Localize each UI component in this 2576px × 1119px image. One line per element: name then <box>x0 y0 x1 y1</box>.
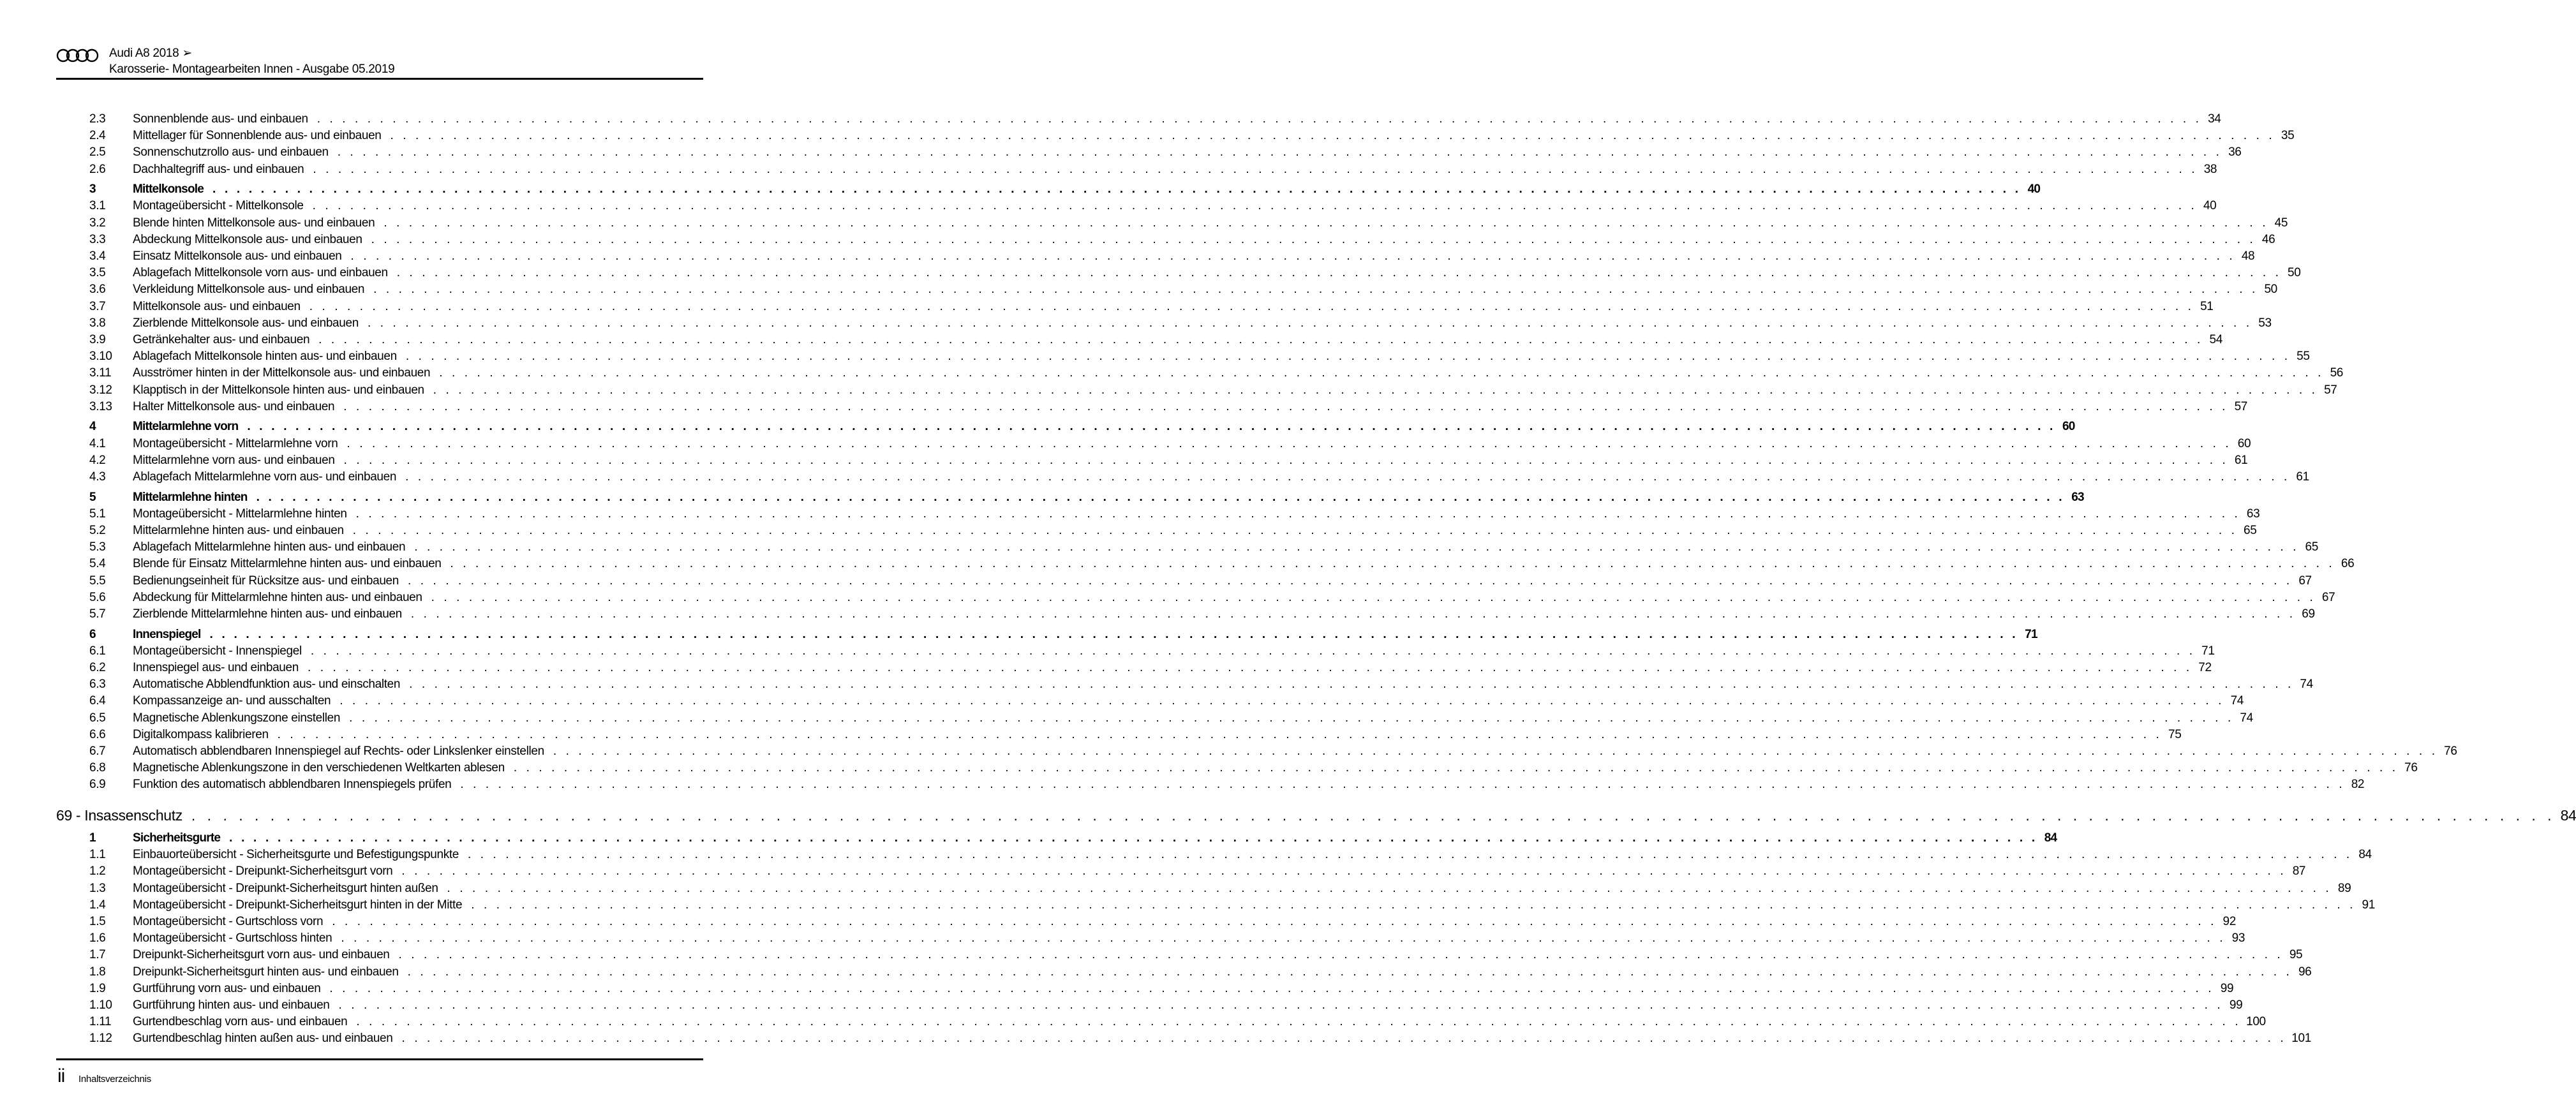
toc-number: 5.7 <box>89 607 106 621</box>
toc-leader-dots: . . . . . . . . . . . . . . . . . . . . . . . . . . . . . . . . . . . . . . . . . . . . . . . . . . . . . . . . . . . . . . . . . . . . . . . . . . . . . . . . . . . . . . . . . . . . . . . . . . . . . . . . . . . . . . . . . . . . . . . . . . . . . . . . . . . . . . . . . . . . . . . . . . . . . . <box>341 931 2226 945</box>
toc-leader-dots: . . . . . . . . . . . . . . . . . . . . . . . . . . . . . . . . . . . . . . . . . . . . . . . . . . . . . . . . . . . . . . . . . . . . . . . . . . . . . . . . . . . . . . . . . . . . . . . . . . . . . . . . . . . . . . . . . . . . . . . . . . . . . . . . . . . . . . . . . . . . . . . . . . . . . . <box>329 981 2215 995</box>
toc-entry-row[interactable] <box>56 744 2457 761</box>
toc-entry-row[interactable] <box>56 644 2215 661</box>
toc-leader-dots: . . . . . . . . . . . . . . . . . . . . . . . . . . . . . . . . . . . . . . . . . . . . . . . . . . . . . . . . . . . . . . . . . . . . . . . . . . . . . . . . . . . . . . . . . . . . . . . . . . . . . . . . . . . . . . . . . . . . . . . . . . . . . . . . . . . . . . . . . . . . . . . . . . . . . . <box>339 694 2225 708</box>
toc-entry-row[interactable] <box>56 216 2288 233</box>
toc-leader-dots: . . . . . . . . . . . . . . . . . . . . . . . . . . . . . . . . . . . . . . . . . . . . . . . . . . . . . . . . . . . . . . . . . . . . . . . . . . . . . . . . . . . . . . . . . . . . . . . . . . . . . . . . . . . . . . . . . . . . . . . . . . . . . . . . . . . . . . . . . . . . . . . . . . . . . . <box>355 507 2241 521</box>
toc-title: Montageübersicht - Mittelarmlehne hinten <box>133 507 347 521</box>
toc-number: 3.4 <box>89 249 106 263</box>
toc-page-number: 87 <box>2292 864 2306 878</box>
toc-page-number: 95 <box>2289 948 2303 962</box>
toc-title: Ablagefach Mittelarmlehne vorn aus- und einbauen <box>133 470 397 484</box>
toc-entry-row[interactable] <box>56 350 2310 366</box>
toc-leader-dots: . . . . . . . . . . . . . . . . . . . . . . . . . . . . . . . . . . . . . . . . . . . . . . . . . . . . . . . . . . . . . . . . . . . . . . . . . . . . . . . . . . . . . . . . . . . . . . . . . . . . . . . . . . . . . . . . . . . . . . . . . . . . . . . . . . . . . . . . . . . . . . . . . . . . . . <box>350 249 2236 263</box>
toc-number: 3.6 <box>89 283 106 297</box>
toc-title: Sonnenschutzrollo aus- und einbauen <box>133 145 329 159</box>
toc-entry-row[interactable] <box>56 112 2221 129</box>
toc-title: Zierblende Mittelkonsole aus- und einbauen <box>133 316 359 330</box>
toc-entry-row[interactable] <box>56 524 2257 540</box>
toc-entry-row[interactable] <box>56 1032 2311 1048</box>
toc-leader-dots: . . . . . . . . . . . . . . . . . . . . . . . . . . . . . . . . . . . . . . . . . . . . . . . . . . . . . . . . . . . . . . . . . . . . . . . . . . . . . . . . . . . . . . . . . . . . . . . . . . . . . . . . . . . . . . . . . . . . . . . . . . . . . . . . . . . . . . . . . . . . . . . . . . . . . . <box>390 129 2275 143</box>
toc-number: 1.10 <box>89 998 112 1012</box>
toc-title: Abdeckung Mittelkonsole aus- und einbauen <box>133 232 362 246</box>
toc-page-number: 100 <box>2246 1015 2266 1029</box>
toc-number: 1.12 <box>89 1032 112 1046</box>
toc-title: Montageübersicht - Dreipunkt-Sicherheitsgurt vorn <box>133 864 393 878</box>
toc-entry-row[interactable] <box>56 914 2236 931</box>
toc-title: 69 - Insassenschutz <box>56 806 182 824</box>
toc-entry-row[interactable] <box>56 399 2247 417</box>
toc-title: Einsatz Mittelkonsole aus- und einbauen <box>133 249 342 263</box>
toc-leader-dots: . . . . . . . . . . . . . . . . . . . . . . . . . . . . . . . . . . . . . . . . . . . . . . . . . . . . . . . . . . . . . . . . . . . . . . . . . . . . . . . . . . . . . . . . . . . . . . . . . . . . . . . . . . . . . . . . . . . . . . . . . . . . . . . . . . . . . . . . . . . . . . . . . . . . . . <box>247 420 2056 434</box>
toc-title: Automatische Abblendfunktion aus- und einschalten <box>133 678 401 692</box>
toc-number: 3.1 <box>89 199 106 213</box>
toc-number: 1.1 <box>89 848 106 862</box>
toc-leader-dots: . . . . . . . . . . . . . . . . . . . . . . . . . . . . . . . . . . . . . . . . . . . . . . . . . . . . . . . . . . . . . . . . . . . . . . . . . . . . . . . . . . . . . . . . . . . . . . . . . . . . . . . . . . . . . . . . . . . . . . . . . . . . . . . . . . . . . . . . . . . . . . . . . . . . . . <box>191 806 2556 824</box>
toc-title: Ausströmer hinten in der Mittelkonsole aus- und einbauen <box>133 366 431 380</box>
toc-title: Mittelarmlehne hinten <box>133 490 248 504</box>
toc-chapter-row[interactable] <box>56 182 2041 199</box>
toc-entry-row[interactable] <box>56 778 2365 794</box>
audi-rings-icon <box>56 48 101 63</box>
toc-page-number: 84 <box>2044 831 2057 845</box>
toc-page-number: 40 <box>2027 182 2041 196</box>
toc-leader-dots: . . . . . . . . . . . . . . . . . . . . . . . . . . . . . . . . . . . . . . . . . . . . . . . . . . . . . . . . . . . . . . . . . . . . . . . . . . . . . . . . . . . . . . . . . . . . . . . . . . . . . . . . . . . . . . . . . . . . . . . . . . . . . . . . . . . . . . . . . . . . . . . . . . . . . . <box>338 998 2224 1012</box>
toc-page-number: 74 <box>2300 678 2313 692</box>
toc-leader-dots: . . . . . . . . . . . . . . . . . . . . . . . . . . . . . . . . . . . . . . . . . . . . . . . . . . . . . . . . . . . . . . . . . . . . . . . . . . . . . . . . . . . . . . . . . . . . . . . . . . . . . . . . . . . . . . . . . . . . . . . . . . . . . . . . . . . . . . . . . . . . . . . . . . . . . . <box>307 661 2193 674</box>
toc-page-number: 76 <box>2404 761 2418 775</box>
footer-label: Inhaltsverzeichnis <box>78 1074 151 1085</box>
toc-title: Mittelkonsole <box>133 182 204 196</box>
toc-page-number: 54 <box>2209 332 2222 346</box>
toc-entry-row[interactable] <box>56 232 2275 249</box>
toc-number: 5.2 <box>89 524 106 537</box>
toc-page-number: 40 <box>2203 199 2217 213</box>
toc-leader-dots: . . . . . . . . . . . . . . . . . . . . . . . . . . . . . . . . . . . . . . . . . . . . . . . . . . . . . . . . . . . . . . . . . . . . . . . . . . . . . . . . . . . . . . . . . . . . . . . . . . . . . . . . . . . . . . . . . . . . . . . . . . . . . . . . . . . . . . . . . . . . . . . . . . . . . . <box>407 574 2293 588</box>
toc-leader-dots: . . . . . . . . . . . . . . . . . . . . . . . . . . . . . . . . . . . . . . . . . . . . . . . . . . . . . . . . . . . . . . . . . . . . . . . . . . . . . . . . . . . . . . . . . . . . . . . . . . . . . . . . . . . . . . . . . . . . . . . . . . . . . . . . . . . . . . . . . . . . . . . . . . . . . . <box>343 399 2228 413</box>
toc-number: 6.4 <box>89 694 106 708</box>
toc-number: 1.8 <box>89 965 106 979</box>
header-divider <box>56 78 703 80</box>
toc-title: Mittelarmlehne hinten aus- und einbauen <box>133 524 344 537</box>
toc-number: 3.8 <box>89 316 106 330</box>
toc-page-number: 92 <box>2222 914 2236 928</box>
toc-number: 1.9 <box>89 981 106 995</box>
toc-leader-dots: . . . . . . . . . . . . . . . . . . . . . . . . . . . . . . . . . . . . . . . . . . . . . . . . . . . . . . . . . . . . . . . . . . . . . . . . . . . . . . . . . . . . . . . . . . . . . . . . . . . . . . . . . . . . . . . . . . . . . . . . . . . . . . . . . . . . . . . . . . . . . . . . . . . . . . <box>405 470 2290 484</box>
footer-page-number: ii <box>57 1065 65 1086</box>
toc-page-number: 76 <box>2444 744 2457 758</box>
toc-page-number: 101 <box>2291 1032 2311 1046</box>
toc-leader-dots: . . . . . . . . . . . . . . . . . . . . . . . . . . . . . . . . . . . . . . . . . . . . . . . . . . . . . . . . . . . . . . . . . . . . . . . . . . . . . . . . . . . . . . . . . . . . . . . . . . . . . . . . . . . . . . . . . . . . . . . . . . . . . . . . . . . . . . . . . . . . . . . . . . . . . . <box>209 627 2018 641</box>
toc-number: 3.5 <box>89 266 106 280</box>
toc-title: Dreipunkt-Sicherheitsgurt hinten aus- und einbauen <box>133 965 399 979</box>
toc-entry-row[interactable] <box>56 316 2272 333</box>
toc-leader-dots: . . . . . . . . . . . . . . . . . . . . . . . . . . . . . . . . . . . . . . . . . . . . . . . . . . . . . . . . . . . . . . . . . . . . . . . . . . . . . . . . . . . . . . . . . . . . . . . . . . . . . . . . . . . . . . . . . . . . . . . . . . . . . . . . . . . . . . . . . . . . . . . . . . . . . . <box>316 112 2202 126</box>
toc-title: Innenspiegel <box>133 627 201 641</box>
toc-entry-row[interactable] <box>56 727 2182 745</box>
toc-number: 3.12 <box>89 383 112 397</box>
toc-leader-dots: . . . . . . . . . . . . . . . . . . . . . . . . . . . . . . . . . . . . . . . . . . . . . . . . . . . . . . . . . . . . . . . . . . . . . . . . . . . . . . . . . . . . . . . . . . . . . . . . . . . . . . . . . . . . . . . . . . . . . . . . . . . . . . . . . . . . . . . . . . . . . . . . . . . . . . <box>310 644 2196 658</box>
toc-page-number: 74 <box>2240 711 2253 725</box>
toc-entry-row[interactable] <box>56 366 2344 383</box>
toc-entry-row[interactable] <box>56 998 2243 1015</box>
toc-number: 3.2 <box>89 216 106 230</box>
toc-entry-row[interactable] <box>56 557 2355 574</box>
toc-page-number: 46 <box>2261 232 2275 246</box>
toc-page-number: 38 <box>2203 162 2217 176</box>
toc-entry-row[interactable] <box>56 574 2312 591</box>
toc-entry-row[interactable] <box>56 266 2301 283</box>
toc-title: Automatisch abblendbaren Innenspiegel auf Rechts- oder Linkslenker einstellen <box>133 744 544 758</box>
toc-title: Sonnenblende aus- und einbauen <box>133 112 308 126</box>
toc-entry-row[interactable] <box>56 540 2318 557</box>
table-of-contents <box>56 112 2576 1048</box>
toc-page-number: 65 <box>2244 524 2257 537</box>
toc-title: Bedienungseinheit für Rücksitze aus- und einbauen <box>133 574 399 588</box>
toc-page-number: 72 <box>2198 661 2212 674</box>
toc-entry-row[interactable] <box>56 332 2222 350</box>
toc-number: 3 <box>89 182 96 196</box>
toc-page-number: 48 <box>2241 249 2255 263</box>
toc-page-number: 99 <box>2229 998 2243 1012</box>
toc-number: 2.3 <box>89 112 106 126</box>
toc-entry-row[interactable] <box>56 453 2248 470</box>
toc-entry-row[interactable] <box>56 761 2418 778</box>
toc-leader-dots: . . . . . . . . . . . . . . . . . . . . . . . . . . . . . . . . . . . . . . . . . . . . . . . . . . . . . . . . . . . . . . . . . . . . . . . . . . . . . . . . . . . . . . . . . . . . . . . . . . . . . . . . . . . . . . . . . . . . . . . . . . . . . . . . . . . . . . . . . . . . . . . . . . . . . . <box>401 1032 2287 1046</box>
toc-page-number: 45 <box>2274 216 2288 230</box>
toc-title: Blende für Einsatz Mittelarmlehne hinten aus- und einbauen <box>133 557 442 571</box>
toc-title: Digitalkompass kalibrieren <box>133 727 269 741</box>
toc-leader-dots: . . . . . . . . . . . . . . . . . . . . . . . . . . . . . . . . . . . . . . . . . . . . . . . . . . . . . . . . . . . . . . . . . . . . . . . . . . . . . . . . . . . . . . . . . . . . . . . . . . . . . . . . . . . . . . . . . . . . . . . . . . . . . . . . . . . . . . . . . . . . . . . . . . . . . . <box>471 898 2356 912</box>
toc-page-number: 35 <box>2281 129 2295 143</box>
document-subtitle: Karosserie- Montagearbeiten Innen - Ausgabe 05.2019 <box>109 63 395 76</box>
toc-title: Zierblende Mittelarmlehne hinten aus- und einbauen <box>133 607 402 621</box>
toc-leader-dots: . . . . . . . . . . . . . . . . . . . . . . . . . . . . . . . . . . . . . . . . . . . . . . . . . . . . . . . . . . . . . . . . . . . . . . . . . . . . . . . . . . . . . . . . . . . . . . . . . . . . . . . . . . . . . . . . . . . . . . . . . . . . . . . . . . . . . . . . . . . . . . . . . . . . . . <box>414 540 2299 554</box>
toc-title: Gurtführung hinten aus- und einbauen <box>133 998 330 1012</box>
toc-page-number: 96 <box>2298 965 2312 979</box>
toc-leader-dots: . . . . . . . . . . . . . . . . . . . . . . . . . . . . . . . . . . . . . . . . . . . . . . . . . . . . . . . . . . . . . . . . . . . . . . . . . . . . . . . . . . . . . . . . . . . . . . . . . . . . . . . . . . . . . . . . . . . . . . . . . . . . . . . . . . . . . . . . . . . . . . . . . . . . . . <box>371 232 2256 246</box>
toc-title: Montageübersicht - Mittelkonsole <box>133 199 304 213</box>
toc-chapter-row[interactable] <box>56 420 2075 436</box>
toc-entry-row[interactable] <box>56 881 2351 898</box>
toc-title: Mittellager für Sonnenblende aus- und einbauen <box>133 129 382 143</box>
toc-leader-dots: . . . . . . . . . . . . . . . . . . . . . . . . . . . . . . . . . . . . . . . . . . . . . . . . . . . . . . . . . . . . . . . . . . . . . . . . . . . . . . . . . . . . . . . . . . . . . . . . . . . . . . . . . . . . . . . . . . . . . . . . . . . . . . . . . . . . . . . . . . . . . . . . . . . . . . <box>313 162 2198 176</box>
toc-leader-dots: . . . . . . . . . . . . . . . . . . . . . . . . . . . . . . . . . . . . . . . . . . . . . . . . . . . . . . . . . . . . . . . . . . . . . . . . . . . . . . . . . . . . . . . . . . . . . . . . . . . . . . . . . . . . . . . . . . . . . . . . . . . . . . . . . . . . . . . . . . . . . . . . . . . . . . <box>352 524 2238 537</box>
toc-number: 6.1 <box>89 644 106 658</box>
toc-entry-row[interactable] <box>56 283 2277 299</box>
toc-number: 6.5 <box>89 711 106 725</box>
toc-leader-dots: . . . . . . . . . . . . . . . . . . . . . . . . . . . . . . . . . . . . . . . . . . . . . . . . . . . . . . . . . . . . . . . . . . . . . . . . . . . . . . . . . . . . . . . . . . . . . . . . . . . . . . . . . . . . . . . . . . . . . . . . . . . . . . . . . . . . . . . . . . . . . . . . . . . . . . <box>349 711 2234 725</box>
toc-page-number: 67 <box>2321 590 2335 604</box>
toc-number: 3.10 <box>89 350 112 364</box>
toc-leader-dots: . . . . . . . . . . . . . . . . . . . . . . . . . . . . . . . . . . . . . . . . . . . . . . . . . . . . . . . . . . . . . . . . . . . . . . . . . . . . . . . . . . . . . . . . . . . . . . . . . . . . . . . . . . . . . . . . . . . . . . . . . . . . . . . . . . . . . . . . . . . . . . . . . . . . . . <box>405 350 2291 364</box>
toc-page-number: 67 <box>2298 574 2312 588</box>
toc-title: Mittelkonsole aus- und einbauen <box>133 299 301 313</box>
toc-number: 5 <box>89 490 96 504</box>
toc-title: Montageübersicht - Dreipunkt-Sicherheitsgurt hinten außen <box>133 881 438 895</box>
toc-entry-row[interactable] <box>56 162 2217 179</box>
toc-page-number: 71 <box>2025 627 2037 641</box>
toc-leader-dots: . . . . . . . . . . . . . . . . . . . . . . . . . . . . . . . . . . . . . . . . . . . . . . . . . . . . . . . . . . . . . . . . . . . . . . . . . . . . . . . . . . . . . . . . . . . . . . . . . . . . . . . . . . . . . . . . . . . . . . . . . . . . . . . . . . . . . . . . . . . . . . . . . . . . . . <box>447 881 2332 895</box>
toc-leader-dots: . . . . . . . . . . . . . . . . . . . . . . . . . . . . . . . . . . . . . . . . . . . . . . . . . . . . . . . . . . . . . . . . . . . . . . . . . . . . . . . . . . . . . . . . . . . . . . . . . . . . . . . . . . . . . . . . . . . . . . . . . . . . . . . . . . . . . . . . . . . . . . . . . . . . . . <box>439 366 2325 380</box>
toc-page-number: 55 <box>2297 350 2310 364</box>
toc-entry-row[interactable] <box>56 678 2313 694</box>
toc-title: Magnetische Ablenkungszone in den verschiedenen Weltkarten ablesen <box>133 761 505 775</box>
toc-page-number: 69 <box>2302 607 2315 621</box>
toc-entry-row[interactable] <box>56 948 2303 965</box>
toc-number: 5.1 <box>89 507 106 521</box>
toc-title: Kompassanzeige an- und ausschalten <box>133 694 331 708</box>
toc-page-number: 74 <box>2230 694 2244 708</box>
document-model: Audi A8 2018 ➢ <box>109 47 193 60</box>
toc-leader-dots: . . . . . . . . . . . . . . . . . . . . . . . . . . . . . . . . . . . . . . . . . . . . . . . . . . . . . . . . . . . . . . . . . . . . . . . . . . . . . . . . . . . . . . . . . . . . . . . . . . . . . . . . . . . . . . . . . . . . . . . . . . . . . . . . . . . . . . . . . . . . . . . . . . . . . . <box>468 848 2353 862</box>
toc-number: 1.2 <box>89 864 106 878</box>
toc-title: Magnetische Ablenkungszone einstellen <box>133 711 341 725</box>
toc-number: 1.5 <box>89 914 106 928</box>
toc-leader-dots: . . . . . . . . . . . . . . . . . . . . . . . . . . . . . . . . . . . . . . . . . . . . . . . . . . . . . . . . . . . . . . . . . . . . . . . . . . . . . . . . . . . . . . . . . . . . . . . . . . . . . . . . . . . . . . . . . . . . . . . . . . . . . . . . . . . . . . . . . . . . . . . . . . . . . . <box>312 199 2198 213</box>
toc-number: 6.8 <box>89 761 106 775</box>
toc-number: 1.6 <box>89 931 106 945</box>
footer-divider <box>56 1058 703 1060</box>
toc-entry-row[interactable] <box>56 383 2337 400</box>
toc-page-number: 61 <box>2296 470 2309 484</box>
toc-leader-dots: . . . . . . . . . . . . . . . . . . . . . . . . . . . . . . . . . . . . . . . . . . . . . . . . . . . . . . . . . . . . . . . . . . . . . . . . . . . . . . . . . . . . . . . . . . . . . . . . . . . . . . . . . . . . . . . . . . . . . . . . . . . . . . . . . . . . . . . . . . . . . . . . . . . . . . <box>373 283 2258 297</box>
toc-title: Gurtendbeschlag vorn aus- und einbauen <box>133 1015 348 1029</box>
toc-entry-row[interactable] <box>56 436 2251 454</box>
toc-page-number: 60 <box>2237 436 2251 450</box>
toc-number: 2.4 <box>89 129 106 143</box>
toc-page-number: 84 <box>2358 848 2372 862</box>
toc-leader-dots: . . . . . . . . . . . . . . . . . . . . . . . . . . . . . . . . . . . . . . . . . . . . . . . . . . . . . . . . . . . . . . . . . . . . . . . . . . . . . . . . . . . . . . . . . . . . . . . . . . . . . . . . . . . . . . . . . . . . . . . . . . . . . . . . . . . . . . . . . . . . . . . . . . . . . . <box>256 490 2065 504</box>
toc-title: Halter Mittelkonsole aus- und einbauen <box>133 399 335 413</box>
toc-number: 1.11 <box>89 1015 112 1029</box>
toc-number: 6 <box>89 627 96 641</box>
toc-leader-dots: . . . . . . . . . . . . . . . . . . . . . . . . . . . . . . . . . . . . . . . . . . . . . . . . . . . . . . . . . . . . . . . . . . . . . . . . . . . . . . . . . . . . . . . . . . . . . . . . . . . . . . . . . . . . . . . . . . . . . . . . . . . . . . . . . . . . . . . . . . . . . . . . . . . . . . <box>383 216 2269 230</box>
toc-entry-row[interactable] <box>56 590 2335 607</box>
toc-page-number: 51 <box>2200 299 2214 313</box>
toc-leader-dots: . . . . . . . . . . . . . . . . . . . . . . . . . . . . . . . . . . . . . . . . . . . . . . . . . . . . . . . . . . . . . . . . . . . . . . . . . . . . . . . . . . . . . . . . . . . . . . . . . . . . . . . . . . . . . . . . . . . . . . . . . . . . . . . . . . . . . . . . . . . . . . . . . . . . . . <box>513 761 2399 775</box>
toc-number: 4.3 <box>89 470 106 484</box>
toc-number: 5.6 <box>89 590 106 604</box>
toc-page-number: 63 <box>2071 490 2084 504</box>
toc-page-number: 71 <box>2201 644 2215 658</box>
toc-page-number: 75 <box>2168 727 2182 741</box>
toc-number: 4.1 <box>89 436 106 450</box>
toc-title: Verkleidung Mittelkonsole aus- und einbauen <box>133 283 365 297</box>
toc-title: Gurtendbeschlag hinten außen aus- und einbauen <box>133 1032 393 1046</box>
toc-page-number: 57 <box>2234 399 2247 413</box>
toc-leader-dots: . . . . . . . . . . . . . . . . . . . . . . . . . . . . . . . . . . . . . . . . . . . . . . . . . . . . . . . . . . . . . . . . . . . . . . . . . . . . . . . . . . . . . . . . . . . . . . . . . . . . . . . . . . . . . . . . . . . . . . . . . . . . . . . . . . . . . . . . . . . . . . . . . . . . . . <box>212 182 2021 196</box>
toc-entry-row[interactable] <box>56 661 2212 678</box>
toc-leader-dots: . . . . . . . . . . . . . . . . . . . . . . . . . . . . . . . . . . . . . . . . . . . . . . . . . . . . . . . . . . . . . . . . . . . . . . . . . . . . . . . . . . . . . . . . . . . . . . . . . . . . . . . . . . . . . . . . . . . . . . . . . . . . . . . . . . . . . . . . . . . . . . . . . . . . . . <box>407 965 2293 979</box>
toc-page-number: 56 <box>2330 366 2344 380</box>
toc-number: 3.13 <box>89 399 112 413</box>
toc-chapter-row[interactable] <box>56 831 2057 848</box>
toc-number: 4 <box>89 420 96 434</box>
toc-number: 1 <box>89 831 96 845</box>
toc-page-number: 99 <box>2220 981 2234 995</box>
toc-leader-dots: . . . . . . . . . . . . . . . . . . . . . . . . . . . . . . . . . . . . . . . . . . . . . . . . . . . . . . . . . . . . . . . . . . . . . . . . . . . . . . . . . . . . . . . . . . . . . . . . . . . . . . . . . . . . . . . . . . . . . . . . . . . . . . . . . . . . . . . . . . . . . . . . . . . . . . <box>409 678 2294 692</box>
toc-leader-dots: . . . . . . . . . . . . . . . . . . . . . . . . . . . . . . . . . . . . . . . . . . . . . . . . . . . . . . . . . . . . . . . . . . . . . . . . . . . . . . . . . . . . . . . . . . . . . . . . . . . . . . . . . . . . . . . . . . . . . . . . . . . . . . . . . . . . . . . . . . . . . . . . . . . . . . <box>398 948 2284 962</box>
toc-leader-dots: . . . . . . . . . . . . . . . . . . . . . . . . . . . . . . . . . . . . . . . . . . . . . . . . . . . . . . . . . . . . . . . . . . . . . . . . . . . . . . . . . . . . . . . . . . . . . . . . . . . . . . . . . . . . . . . . . . . . . . . . . . . . . . . . . . . . . . . . . . . . . . . . . . . . . . <box>346 436 2232 450</box>
toc-leader-dots: . . . . . . . . . . . . . . . . . . . . . . . . . . . . . . . . . . . . . . . . . . . . . . . . . . . . . . . . . . . . . . . . . . . . . . . . . . . . . . . . . . . . . . . . . . . . . . . . . . . . . . . . . . . . . . . . . . . . . . . . . . . . . . . . . . . . . . . . . . . . . . . . . . . . . . <box>396 266 2282 280</box>
toc-entry-row[interactable] <box>56 199 2217 216</box>
toc-title: Gurtführung vorn aus- und einbauen <box>133 981 321 995</box>
toc-entry-row[interactable] <box>56 1015 2266 1032</box>
toc-leader-dots: . . . . . . . . . . . . . . . . . . . . . . . . . . . . . . . . . . . . . . . . . . . . . . . . . . . . . . . . . . . . . . . . . . . . . . . . . . . . . . . . . . . . . . . . . . . . . . . . . . . . . . . . . . . . . . . . . . . . . . . . . . . . . . . . . . . . . . . . . . . . . . . . . . . . . . <box>450 557 2335 571</box>
toc-section-row[interactable] <box>56 806 2576 828</box>
toc-number: 3.9 <box>89 332 106 346</box>
toc-title: Getränkehalter aus- und einbauen <box>133 332 310 346</box>
toc-page-number: 50 <box>2288 266 2301 280</box>
toc-entry-row[interactable] <box>56 607 2315 624</box>
toc-title: Dreipunkt-Sicherheitsgurt vorn aus- und einbauen <box>133 948 390 962</box>
toc-entry-row[interactable] <box>56 848 2372 864</box>
toc-page-number: 93 <box>2231 931 2245 945</box>
toc-number: 1.3 <box>89 881 106 895</box>
toc-page-number: 82 <box>2351 778 2365 792</box>
toc-page-number: 63 <box>2246 507 2260 521</box>
toc-title: Mittelarmlehne vorn aus- und einbauen <box>133 453 335 467</box>
toc-title: Dachhaltegriff aus- und einbauen <box>133 162 304 176</box>
toc-leader-dots: . . . . . . . . . . . . . . . . . . . . . . . . . . . . . . . . . . . . . . . . . . . . . . . . . . . . . . . . . . . . . . . . . . . . . . . . . . . . . . . . . . . . . . . . . . . . . . . . . . . . . . . . . . . . . . . . . . . . . . . . . . . . . . . . . . . . . . . . . . . . . . . . . . . . . . <box>229 831 2038 845</box>
toc-page-number: 89 <box>2337 881 2351 895</box>
toc-leader-dots: . . . . . . . . . . . . . . . . . . . . . . . . . . . . . . . . . . . . . . . . . . . . . . . . . . . . . . . . . . . . . . . . . . . . . . . . . . . . . . . . . . . . . . . . . . . . . . . . . . . . . . . . . . . . . . . . . . . . . . . . . . . . . . . . . . . . . . . . . . . . . . . . . . . . . . <box>337 145 2222 159</box>
toc-title: Abdeckung für Mittelarmlehne hinten aus- und einbauen <box>133 590 422 604</box>
toc-entry-row[interactable] <box>56 711 2253 728</box>
toc-page-number: 66 <box>2341 557 2355 571</box>
toc-entry-row[interactable] <box>56 299 2214 316</box>
toc-chapter-row[interactable] <box>56 627 2037 644</box>
toc-page-number: 61 <box>2234 453 2248 467</box>
toc-number: 6.9 <box>89 778 106 792</box>
toc-leader-dots: . . . . . . . . . . . . . . . . . . . . . . . . . . . . . . . . . . . . . . . . . . . . . . . . . . . . . . . . . . . . . . . . . . . . . . . . . . . . . . . . . . . . . . . . . . . . . . . . . . . . . . . . . . . . . . . . . . . . . . . . . . . . . . . . . . . . . . . . . . . . . . . . . . . . . . <box>277 727 2163 741</box>
toc-leader-dots: . . . . . . . . . . . . . . . . . . . . . . . . . . . . . . . . . . . . . . . . . . . . . . . . . . . . . . . . . . . . . . . . . . . . . . . . . . . . . . . . . . . . . . . . . . . . . . . . . . . . . . . . . . . . . . . . . . . . . . . . . . . . . . . . . . . . . . . . . . . . . . . . . . . . . . <box>309 299 2194 313</box>
toc-leader-dots: . . . . . . . . . . . . . . . . . . . . . . . . . . . . . . . . . . . . . . . . . . . . . . . . . . . . . . . . . . . . . . . . . . . . . . . . . . . . . . . . . . . . . . . . . . . . . . . . . . . . . . . . . . . . . . . . . . . . . . . . . . . . . . . . . . . . . . . . . . . . . . . . . . . . . . <box>318 332 2203 346</box>
toc-page-number: 34 <box>2208 112 2221 126</box>
toc-leader-dots: . . . . . . . . . . . . . . . . . . . . . . . . . . . . . . . . . . . . . . . . . . . . . . . . . . . . . . . . . . . . . . . . . . . . . . . . . . . . . . . . . . . . . . . . . . . . . . . . . . . . . . . . . . . . . . . . . . . . . . . . . . . . . . . . . . . . . . . . . . . . . . . . . . . . . . <box>460 778 2346 792</box>
toc-number: 6.7 <box>89 744 106 758</box>
toc-number: 1.4 <box>89 898 106 912</box>
toc-entry-row[interactable] <box>56 864 2306 881</box>
toc-number: 1.7 <box>89 948 106 962</box>
toc-title: Klapptisch in der Mittelkonsole hinten aus- und einbauen <box>133 383 424 397</box>
toc-entry-row[interactable] <box>56 694 2244 711</box>
toc-page-number: 53 <box>2258 316 2272 330</box>
toc-entry-row[interactable] <box>56 965 2312 982</box>
toc-number: 5.4 <box>89 557 106 571</box>
toc-title: Ablagefach Mittelarmlehne hinten aus- und einbauen <box>133 540 406 554</box>
toc-page-number: 60 <box>2062 420 2075 434</box>
toc-number: 2.5 <box>89 145 106 159</box>
toc-page-number: 50 <box>2264 283 2277 297</box>
toc-title: Innenspiegel aus- und einbauen <box>133 661 299 674</box>
toc-title: Ablagefach Mittelkonsole hinten aus- und einbauen <box>133 350 397 364</box>
toc-title: Montageübersicht - Gurtschloss hinten <box>133 931 332 945</box>
toc-page-number: 57 <box>2324 383 2337 397</box>
toc-title: Montageübersicht - Innenspiegel <box>133 644 302 658</box>
toc-leader-dots: . . . . . . . . . . . . . . . . . . . . . . . . . . . . . . . . . . . . . . . . . . . . . . . . . . . . . . . . . . . . . . . . . . . . . . . . . . . . . . . . . . . . . . . . . . . . . . . . . . . . . . . . . . . . . . . . . . . . . . . . . . . . . . . . . . . . . . . . . . . . . . . . . . . . . . <box>553 744 2438 758</box>
toc-page-number: 36 <box>2228 145 2242 159</box>
toc-title: Funktion des automatisch abblendbaren Innenspiegels prüfen <box>133 778 452 792</box>
toc-number: 2.6 <box>89 162 106 176</box>
toc-title: Blende hinten Mittelkonsole aus- und einbauen <box>133 216 375 230</box>
toc-entry-row[interactable] <box>56 129 2295 145</box>
toc-entry-row[interactable] <box>56 898 2375 915</box>
toc-page-number: 65 <box>2305 540 2318 554</box>
toc-page-number: 84 <box>2560 806 2576 824</box>
toc-number: 3.3 <box>89 232 106 246</box>
toc-leader-dots: . . . . . . . . . . . . . . . . . . . . . . . . . . . . . . . . . . . . . . . . . . . . . . . . . . . . . . . . . . . . . . . . . . . . . . . . . . . . . . . . . . . . . . . . . . . . . . . . . . . . . . . . . . . . . . . . . . . . . . . . . . . . . . . . . . . . . . . . . . . . . . . . . . . . . . <box>433 383 2318 397</box>
toc-entry-row[interactable] <box>56 931 2245 948</box>
toc-number: 3.11 <box>89 366 112 380</box>
toc-leader-dots: . . . . . . . . . . . . . . . . . . . . . . . . . . . . . . . . . . . . . . . . . . . . . . . . . . . . . . . . . . . . . . . . . . . . . . . . . . . . . . . . . . . . . . . . . . . . . . . . . . . . . . . . . . . . . . . . . . . . . . . . . . . . . . . . . . . . . . . . . . . . . . . . . . . . . . <box>367 316 2252 330</box>
toc-title: Montageübersicht - Gurtschloss vorn <box>133 914 324 928</box>
toc-number: 6.2 <box>89 661 106 674</box>
toc-title: Sicherheitsgurte <box>133 831 221 845</box>
toc-leader-dots: . . . . . . . . . . . . . . . . . . . . . . . . . . . . . . . . . . . . . . . . . . . . . . . . . . . . . . . . . . . . . . . . . . . . . . . . . . . . . . . . . . . . . . . . . . . . . . . . . . . . . . . . . . . . . . . . . . . . . . . . . . . . . . . . . . . . . . . . . . . . . . . . . . . . . . <box>401 864 2287 878</box>
toc-leader-dots: . . . . . . . . . . . . . . . . . . . . . . . . . . . . . . . . . . . . . . . . . . . . . . . . . . . . . . . . . . . . . . . . . . . . . . . . . . . . . . . . . . . . . . . . . . . . . . . . . . . . . . . . . . . . . . . . . . . . . . . . . . . . . . . . . . . . . . . . . . . . . . . . . . . . . . <box>356 1015 2242 1029</box>
toc-number: 3.7 <box>89 299 106 313</box>
toc-number: 4.2 <box>89 453 106 467</box>
toc-leader-dots: . . . . . . . . . . . . . . . . . . . . . . . . . . . . . . . . . . . . . . . . . . . . . . . . . . . . . . . . . . . . . . . . . . . . . . . . . . . . . . . . . . . . . . . . . . . . . . . . . . . . . . . . . . . . . . . . . . . . . . . . . . . . . . . . . . . . . . . . . . . . . . . . . . . . . . <box>431 590 2316 604</box>
toc-title: Montageübersicht - Dreipunkt-Sicherheitsgurt hinten in der Mitte <box>133 898 463 912</box>
toc-entry-row[interactable] <box>56 507 2260 524</box>
toc-entry-row[interactable] <box>56 470 2309 487</box>
toc-page-number: 91 <box>2362 898 2375 912</box>
toc-number: 5.5 <box>89 574 106 588</box>
toc-leader-dots: . . . . . . . . . . . . . . . . . . . . . . . . . . . . . . . . . . . . . . . . . . . . . . . . . . . . . . . . . . . . . . . . . . . . . . . . . . . . . . . . . . . . . . . . . . . . . . . . . . . . . . . . . . . . . . . . . . . . . . . . . . . . . . . . . . . . . . . . . . . . . . . . . . . . . . <box>410 607 2296 621</box>
toc-number: 6.6 <box>89 727 106 741</box>
toc-title: Mittelarmlehne vorn <box>133 420 239 434</box>
toc-title: Einbauorteübersicht - Sicherheitsgurte und Befestigungspunkte <box>133 848 459 862</box>
toc-leader-dots: . . . . . . . . . . . . . . . . . . . . . . . . . . . . . . . . . . . . . . . . . . . . . . . . . . . . . . . . . . . . . . . . . . . . . . . . . . . . . . . . . . . . . . . . . . . . . . . . . . . . . . . . . . . . . . . . . . . . . . . . . . . . . . . . . . . . . . . . . . . . . . . . . . . . . . <box>332 914 2217 928</box>
toc-chapter-row[interactable] <box>56 490 2084 507</box>
toc-title: Montageübersicht - Mittelarmlehne vorn <box>133 436 338 450</box>
toc-leader-dots: . . . . . . . . . . . . . . . . . . . . . . . . . . . . . . . . . . . . . . . . . . . . . . . . . . . . . . . . . . . . . . . . . . . . . . . . . . . . . . . . . . . . . . . . . . . . . . . . . . . . . . . . . . . . . . . . . . . . . . . . . . . . . . . . . . . . . . . . . . . . . . . . . . . . . . <box>343 453 2229 467</box>
toc-entry-row[interactable] <box>56 249 2255 266</box>
toc-title: Ablagefach Mittelkonsole vorn aus- und einbauen <box>133 266 388 280</box>
toc-number: 6.3 <box>89 678 106 692</box>
toc-number: 5.3 <box>89 540 106 554</box>
toc-entry-row[interactable] <box>56 981 2234 998</box>
toc-entry-row[interactable] <box>56 145 2242 162</box>
